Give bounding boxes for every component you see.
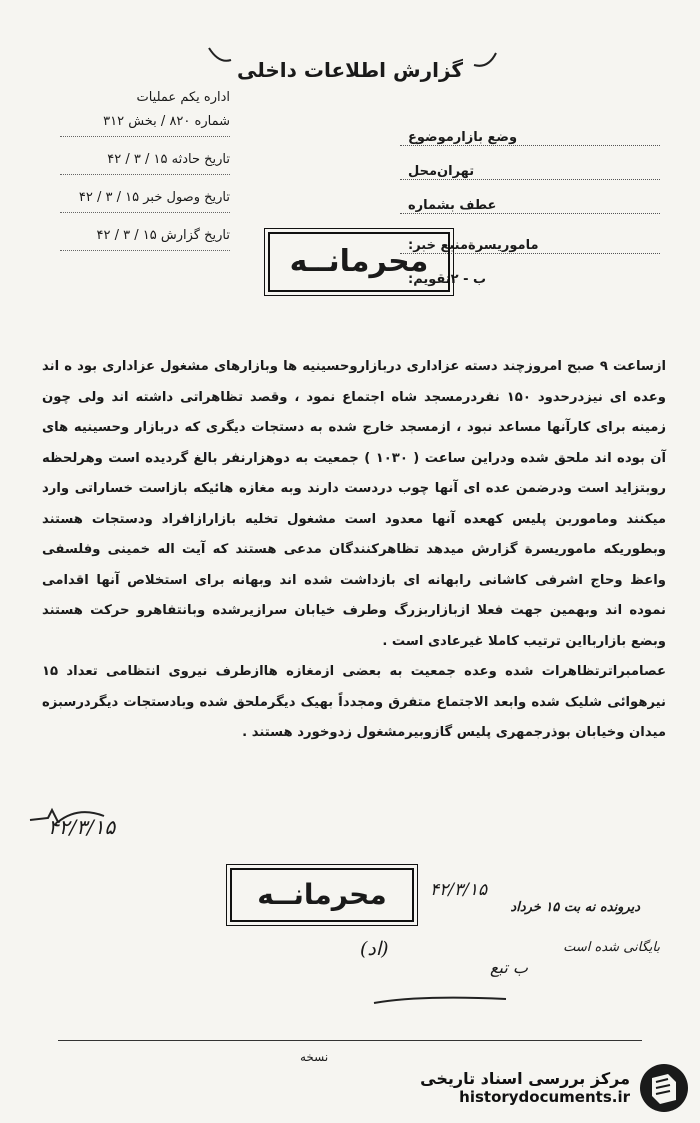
stamp-date: ۴۲/۳/۱۵: [430, 880, 488, 900]
copy-label: نسخه: [300, 1050, 329, 1064]
signature-stroke: [370, 985, 510, 1009]
office-name: اداره یکم عملیات: [136, 90, 230, 105]
field-location-value: تهران: [437, 164, 475, 179]
archive-note-line1: دیرونده نه بت ۱۵ خرداد: [510, 900, 640, 915]
confidential-stamp: محرمانــه: [268, 232, 450, 292]
field-rating-label: تقویم:: [408, 272, 451, 287]
archive-note-line2: بایگانی شده است: [563, 940, 660, 955]
incident-date: تاریخ حادثه ۱۵ / ۳ / ۴۲: [60, 152, 230, 175]
footer-watermark: [400, 1060, 690, 1115]
body-paragraph-1: ازساعت ۹ صبح امروزچند دسته عزاداری دربازاروحسینیه ها وبازارهای مشغول عزاداری بود ه اند وعده ای نیزدرحدود ۱۵۰ نفردرمسجد شاه اجتماع نمود ، وقصد تظاهراتی داشته اند ولی چون زمینه برای کارآنها مساعد نبود ، ازمسجد خارج شده به دستجات دیگری که دربازار وحسینیه های آن بوده اند ملحق شده ودراین ساعت ( ۱۰۳۰ ) جمعیت به دوهزارنفر بالغ گردیده است وهرلحظه روبتزاید است ودرضمن عده ای آنها چوب دردست دارند وبه مغازه هائیکه بازاست خساراتی وارد میکنند وماموربن پلیس کهعده آنها معدود است مشغول تخلیه بازارازافراد ودستجات هستند وبطوریکه ماموریسرة گزارش میدهد تظاهرکنندگان مدعی هستند که آیت اله خمینی وفلسفی واعظ وحاج اشرفی کاشانی رابهانه ای بازداشت شده اند وبهانه برای استخلاص آنها اقدامی نموده اند وبهمین جهت فعلا ازبازاربزرگ وطرف خیابان سرازیرشده وبانتفاهرو حرکت هستند وبضع بازاربااین ترتیب کاملا غیرعادی است .: [42, 359, 667, 649]
field-subject: [400, 120, 660, 146]
margin-date: ۴۲/۳/۱۵: [48, 815, 116, 839]
field-rating-value: ب - ۲: [450, 272, 487, 287]
field-reference: [400, 188, 660, 214]
report-body: [42, 352, 666, 749]
report-title: گزارش اطلاعات داخلی: [236, 58, 464, 82]
signature-initials: (اد): [360, 938, 389, 960]
body-paragraph-2: عصامبراترتظاهرات شده وعده جمعیت به بعضی ازمغازه هاازطرف نیروی انتظامی تعداد ۱۵ نیرهوائی شلیک شده وابعد الاجتماع متفرق ومجدداً بهیک دیگرملحق شده وبادستجات دیگردرسبزه میدان وخیابان بوذرجمهری پلیس گازوبیرمشغول زدوخورد هستند .: [42, 664, 666, 740]
header-dates: [60, 90, 230, 266]
field-location: [400, 154, 660, 180]
field-subject-label: موضوع: [408, 130, 454, 145]
report-date: تاریخ گزارش ۱۵ / ۳ / ۴۲: [60, 228, 230, 251]
confidential-stamp-bottom: محرمانــه: [230, 868, 414, 922]
field-source-value: ماموریسرة: [468, 238, 539, 253]
footer-org-name: مرکز بررسی اسناد تاریخی: [420, 1069, 630, 1088]
field-subject-value: وضع بازار: [453, 130, 518, 145]
footer-text: [420, 1069, 630, 1106]
archive-logo-icon: [638, 1062, 690, 1114]
bottom-divider: [58, 1040, 642, 1041]
field-source-label: منبع خبر:: [408, 238, 469, 253]
field-reference-label: عطف بشماره: [408, 198, 497, 213]
signature-text: ب تبع: [490, 958, 528, 977]
report-number: شماره ۸۲۰ / بخش ۳۱۲: [60, 114, 230, 137]
receipt-date: تاریخ وصول خبر ۱۵ / ۳ / ۴۲: [60, 190, 230, 213]
field-location-label: محل: [408, 164, 438, 179]
footer-url: historydocuments.ir: [459, 1088, 630, 1106]
